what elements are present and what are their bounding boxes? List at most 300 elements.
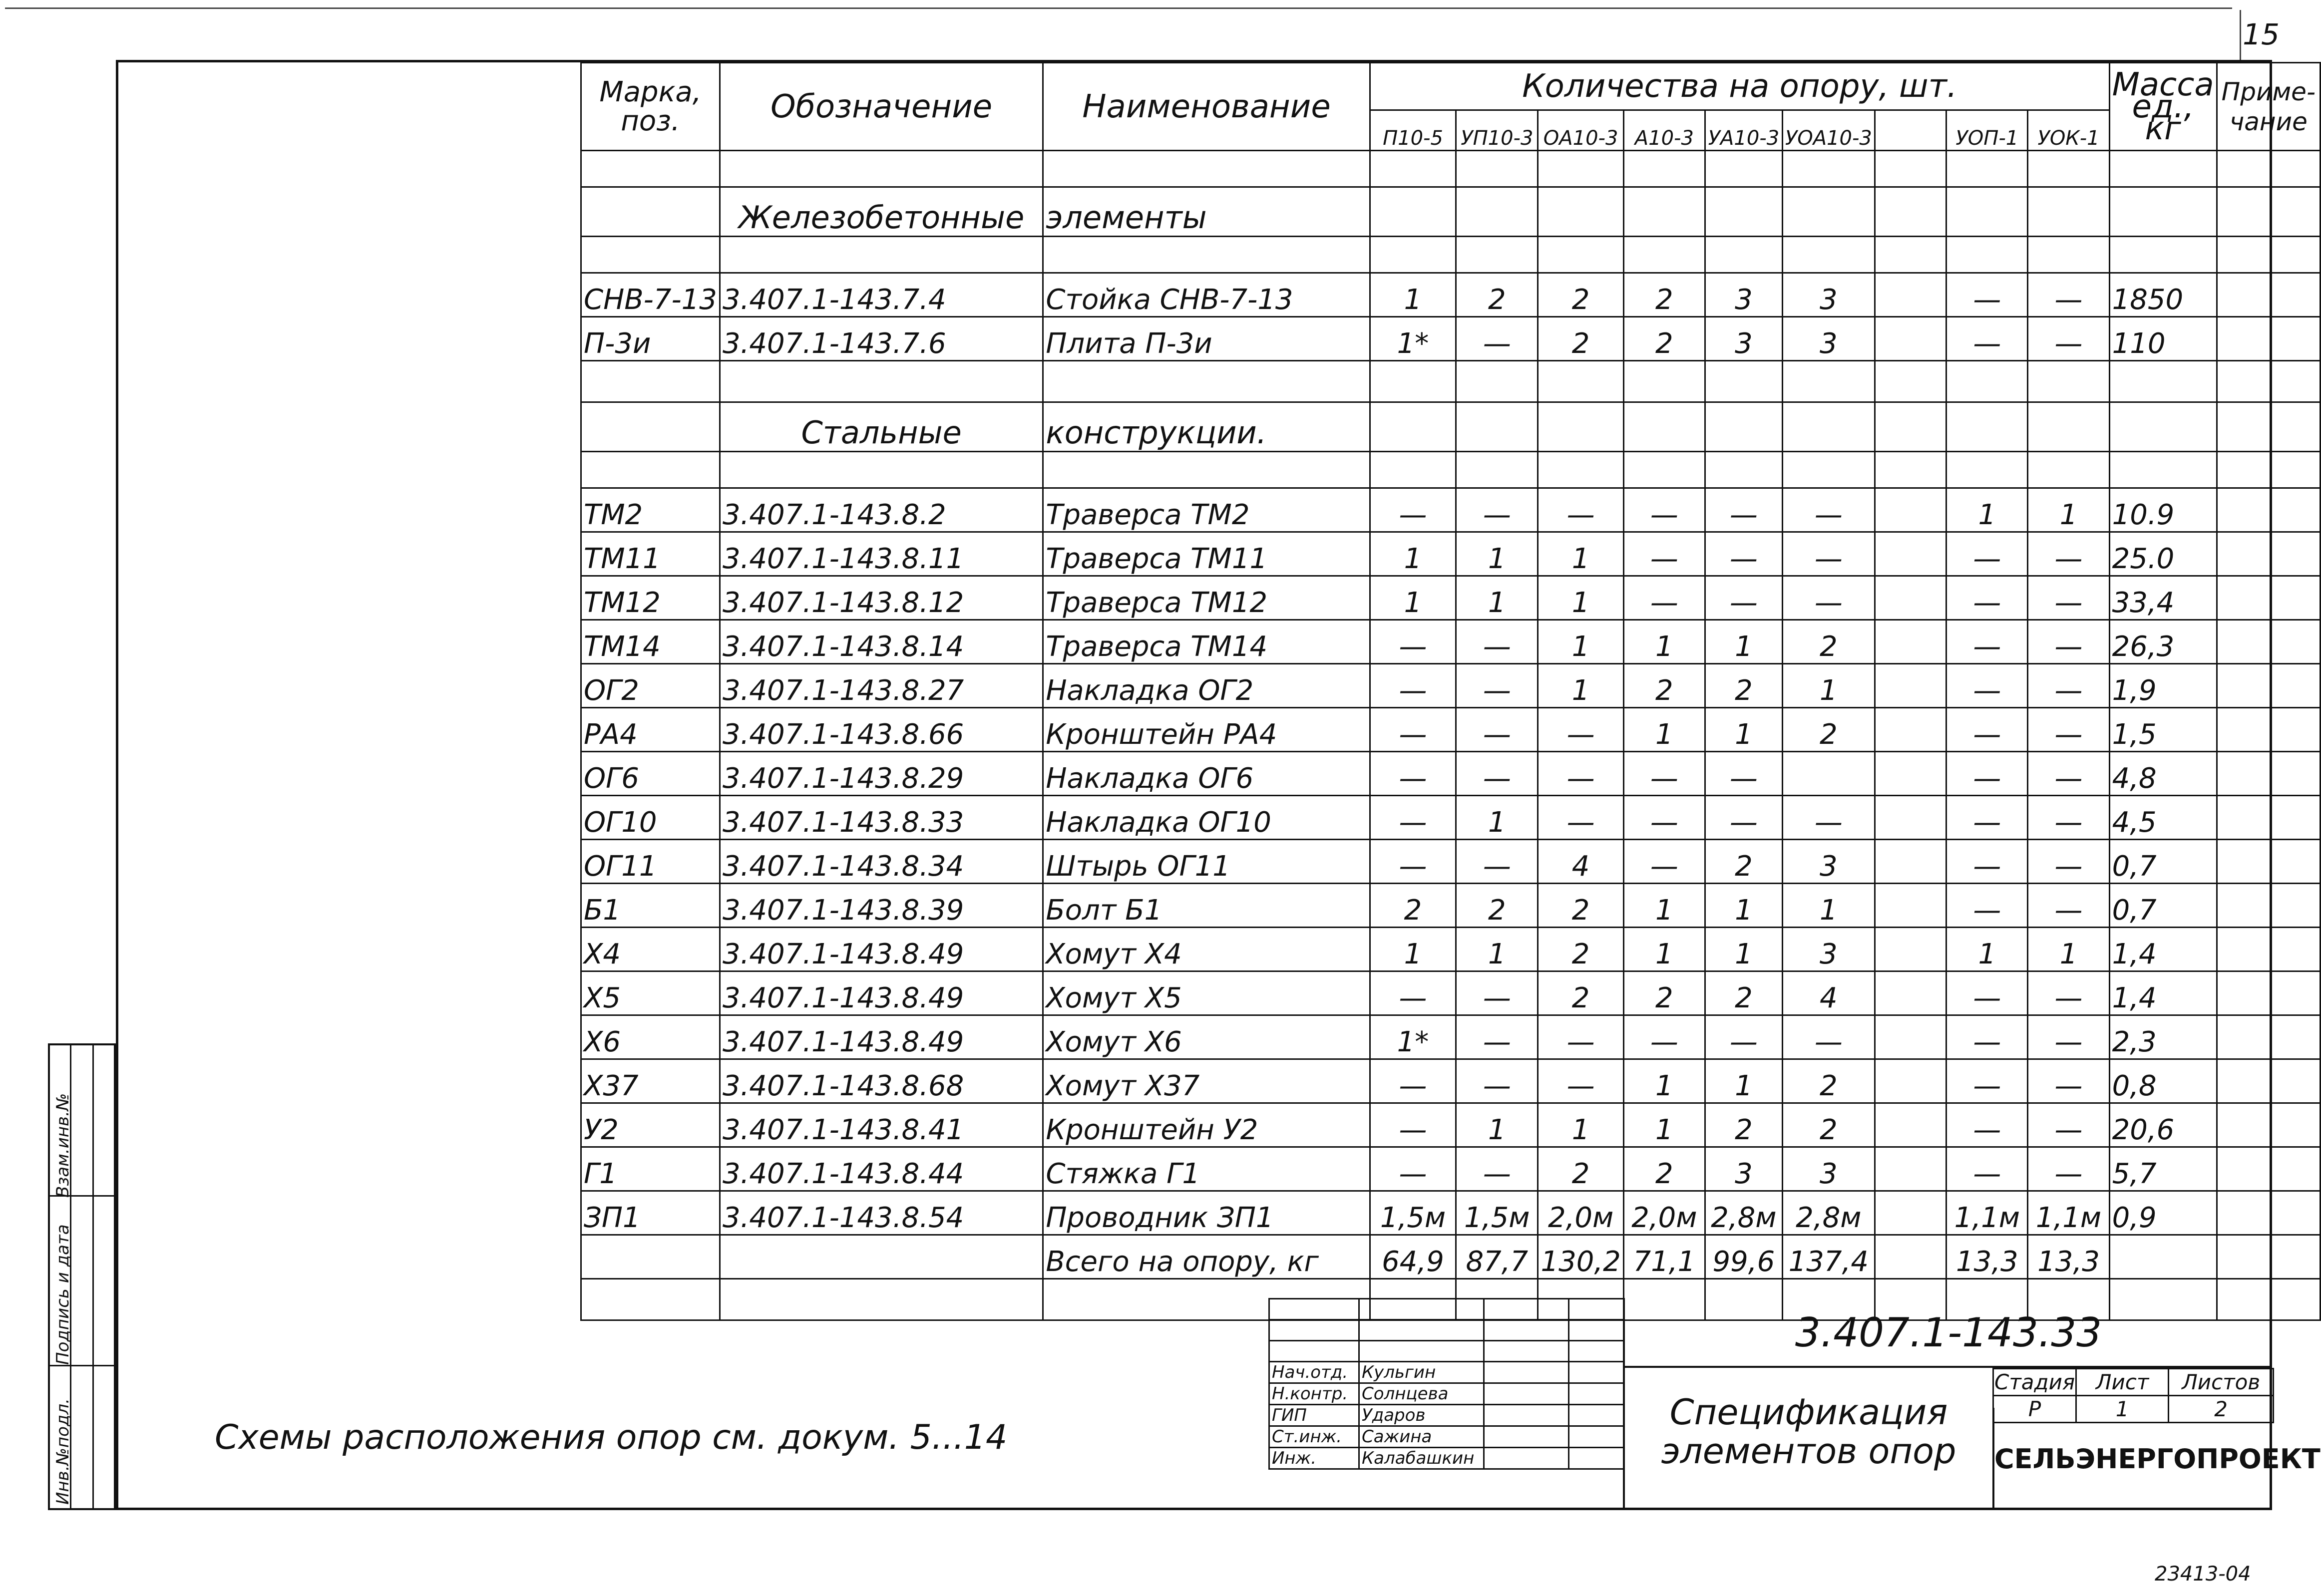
quantity-cell: — <box>1370 971 1456 1015</box>
sheet-value: 1 <box>2076 1396 2169 1423</box>
empty-cell <box>1269 1341 1359 1362</box>
support-type <box>1875 110 1946 151</box>
specification-body <box>581 63 2321 1320</box>
section-title: конструкции. <box>1043 402 1370 452</box>
empty-cell <box>581 151 720 187</box>
quantity-cell: — <box>1946 1103 2028 1147</box>
empty-cell <box>720 237 1043 273</box>
designation-cell: 3.407.1-143.8.66 <box>720 708 1043 752</box>
quantity-cell: 1 <box>1370 576 1456 620</box>
table-row <box>581 1059 2321 1103</box>
empty-cell <box>2109 1235 2217 1279</box>
archive-number: 23413-04 <box>2155 1563 2251 1586</box>
empty-cell <box>1538 187 1623 237</box>
quantity-cell <box>1875 273 1946 317</box>
empty-cell <box>1782 187 1875 237</box>
quantity-cell: — <box>1538 752 1623 796</box>
quantity-cell: 2 <box>1782 620 1875 664</box>
table-row <box>581 971 2321 1015</box>
quantity-cell: — <box>2028 840 2109 884</box>
quantity-cell <box>1875 488 1946 532</box>
quantity-cell: — <box>1456 971 1538 1015</box>
note-cell <box>2217 796 2320 840</box>
note-cell <box>2217 620 2320 664</box>
person-cell: Солнцева <box>1359 1383 1484 1405</box>
table-row <box>581 752 2321 796</box>
signature-row <box>1269 1448 1624 1469</box>
empty-cell <box>1359 1320 1484 1341</box>
empty-cell <box>2217 361 2320 402</box>
designation-cell: 3.407.1-143.8.39 <box>720 884 1043 928</box>
quantity-cell <box>1875 317 1946 361</box>
quantity-cell: 1 <box>1370 273 1456 317</box>
quantity-cell: 2,0м <box>1623 1191 1705 1235</box>
header-qty-group: Количества на опору, шт. <box>1370 63 2109 110</box>
quantity-cell: 2 <box>1370 884 1456 928</box>
quantity-cell: 4 <box>1782 971 1875 1015</box>
quantity-cell: 1 <box>1623 620 1705 664</box>
quantity-cell: 2 <box>1456 273 1538 317</box>
quantity-cell: — <box>1782 488 1875 532</box>
empty-cell <box>1456 151 1538 187</box>
quantity-cell: 2 <box>1705 1103 1782 1147</box>
sheets-value: 2 <box>2169 1396 2274 1423</box>
mark-cell: ОГ2 <box>581 664 720 708</box>
mass-cell: 0,9 <box>2109 1191 2217 1235</box>
empty-cell <box>2217 151 2320 187</box>
empty-cell <box>1875 402 1946 452</box>
section-title: Стальные <box>720 402 1043 452</box>
quantity-cell: — <box>1705 1015 1782 1059</box>
quantity-cell: 2 <box>1705 971 1782 1015</box>
note-cell <box>2217 928 2320 971</box>
quantity-cell <box>1875 532 1946 576</box>
quantity-cell: — <box>1456 1015 1538 1059</box>
empty-cell <box>1946 402 2028 452</box>
note-cell <box>2217 576 2320 620</box>
empty-cell <box>1705 237 1782 273</box>
quantity-cell: — <box>1946 317 2028 361</box>
empty-cell <box>1538 361 1623 402</box>
empty-cell <box>1484 1320 1569 1341</box>
empty-cell <box>2109 151 2217 187</box>
quantity-cell: — <box>1946 1147 2028 1191</box>
empty-cell <box>1875 237 1946 273</box>
empty-cell <box>1269 1320 1359 1341</box>
empty-cell <box>2028 187 2109 237</box>
empty-cell <box>2109 402 2217 452</box>
sheets-label: Листов <box>2169 1369 2274 1396</box>
mark-cell: РА4 <box>581 708 720 752</box>
quantity-cell: 2 <box>1782 708 1875 752</box>
note-cell <box>2217 708 2320 752</box>
quantity-cell: — <box>1370 1059 1456 1103</box>
empty-cell <box>1043 361 1370 402</box>
empty-cell <box>1456 452 1538 488</box>
title-line-1: Спецификация <box>1669 1392 1948 1433</box>
section-title: Железобетонные <box>720 187 1043 237</box>
quantity-cell: — <box>1370 1103 1456 1147</box>
empty-cell <box>581 452 720 488</box>
quantity-cell: — <box>1538 1059 1623 1103</box>
date-cell <box>1569 1362 1624 1383</box>
left-stamp-strip <box>48 1043 116 1510</box>
quantity-cell: 1 <box>1623 1103 1705 1147</box>
empty-cell <box>1782 452 1875 488</box>
quantity-cell: — <box>2028 576 2109 620</box>
quantity-cell: — <box>1623 532 1705 576</box>
empty-cell <box>581 237 720 273</box>
quantity-cell: — <box>1538 488 1623 532</box>
quantity-cell: — <box>1946 664 2028 708</box>
quantity-cell: — <box>1370 620 1456 664</box>
quantity-cell: 3 <box>1705 273 1782 317</box>
support-type: ОА10-3 <box>1538 110 1623 151</box>
stamp-blank-row <box>1269 1341 1624 1362</box>
empty-cell <box>2217 402 2320 452</box>
quantity-cell: — <box>1456 317 1538 361</box>
mark-cell: ТМ11 <box>581 532 720 576</box>
quantity-cell: — <box>1623 752 1705 796</box>
quantity-cell: 2 <box>1623 664 1705 708</box>
vzam-inv-label: Взам.инв.№ <box>53 1093 73 1198</box>
header-mark: Марка, поз. <box>581 63 720 151</box>
note-cell <box>2217 664 2320 708</box>
empty-cell <box>1946 237 2028 273</box>
table-row <box>581 576 2321 620</box>
quantity-cell: — <box>1538 708 1623 752</box>
header-row <box>581 63 2321 110</box>
role-cell: ГИП <box>1269 1405 1359 1426</box>
name-cell: Стяжка Г1 <box>1043 1147 1370 1191</box>
signature-row <box>1269 1405 1624 1426</box>
designation-cell: 3.407.1-143.8.29 <box>720 752 1043 796</box>
name-cell: Штырь ОГ11 <box>1043 840 1370 884</box>
quantity-cell: — <box>1456 1147 1538 1191</box>
support-type: УОА10-3 <box>1782 110 1875 151</box>
empty-cell <box>1359 1341 1484 1362</box>
quantity-cell: — <box>1623 796 1705 840</box>
person-cell: Сажина <box>1359 1426 1484 1448</box>
quantity-cell: — <box>1370 840 1456 884</box>
quantity-cell <box>1875 752 1946 796</box>
designation-cell: 3.407.1-143.8.27 <box>720 664 1043 708</box>
quantity-cell: 3 <box>1705 317 1782 361</box>
quantity-cell: 2 <box>1705 664 1782 708</box>
designation-cell: 3.407.1-143.8.49 <box>720 971 1043 1015</box>
mass-cell: 25.0 <box>2109 532 2217 576</box>
quantity-cell: 3 <box>1782 317 1875 361</box>
note-cell <box>2217 1103 2320 1147</box>
total-cell: 87,7 <box>1456 1235 1538 1279</box>
quantity-cell: 2 <box>1623 317 1705 361</box>
note-cell <box>2217 971 2320 1015</box>
quantity-cell <box>1875 1103 1946 1147</box>
section-row <box>581 187 2321 237</box>
table-row <box>581 1015 2321 1059</box>
page-number: 15 <box>2243 17 2280 51</box>
empty-cell <box>1705 452 1782 488</box>
empty-cell <box>1569 1299 1624 1320</box>
table-row <box>581 708 2321 752</box>
empty-cell <box>720 151 1043 187</box>
quantity-cell: 1 <box>2028 488 2109 532</box>
designation-cell: 3.407.1-143.8.49 <box>720 928 1043 971</box>
quantity-cell: 2,0м <box>1538 1191 1623 1235</box>
note-cell <box>2217 1147 2320 1191</box>
name-cell: Накладка ОГ6 <box>1043 752 1370 796</box>
quantity-cell <box>1875 1059 1946 1103</box>
mass-cell: 4,5 <box>2109 796 2217 840</box>
empty-cell <box>1043 151 1370 187</box>
role-cell: Нач.отд. <box>1269 1362 1359 1383</box>
spacer-row <box>581 151 2321 187</box>
name-cell: Плита П-3и <box>1043 317 1370 361</box>
quantity-cell: — <box>1946 576 2028 620</box>
signature-body <box>1269 1299 1624 1469</box>
quantity-cell: — <box>1456 840 1538 884</box>
name-cell: Траверса ТМ12 <box>1043 576 1370 620</box>
support-type: УОК-1 <box>2028 110 2109 151</box>
quantity-cell: 3 <box>1782 1147 1875 1191</box>
quantity-cell: — <box>1538 796 1623 840</box>
quantity-cell: — <box>1456 488 1538 532</box>
quantity-cell: — <box>1946 620 2028 664</box>
quantity-cell <box>1875 796 1946 840</box>
quantity-cell: — <box>1782 576 1875 620</box>
signature-cell <box>1484 1405 1569 1426</box>
name-cell: Кронштейн РА4 <box>1043 708 1370 752</box>
designation-cell: 3.407.1-143.8.33 <box>720 796 1043 840</box>
designation-cell: 3.407.1-143.8.41 <box>720 1103 1043 1147</box>
quantity-cell: — <box>1370 796 1456 840</box>
mass-cell: 0,7 <box>2109 884 2217 928</box>
spacer-row <box>581 452 2321 488</box>
empty-cell <box>1370 452 1456 488</box>
mass-cell: 10.9 <box>2109 488 2217 532</box>
empty-cell <box>1875 361 1946 402</box>
quantity-cell: 2 <box>1538 884 1623 928</box>
mass-cell: 1,4 <box>2109 928 2217 971</box>
table-row <box>581 1103 2321 1147</box>
quantity-cell: — <box>1370 664 1456 708</box>
empty-cell <box>1456 402 1538 452</box>
total-row <box>581 1235 2321 1279</box>
quantity-cell: — <box>1370 488 1456 532</box>
empty-cell <box>581 1279 720 1320</box>
empty-cell <box>2217 452 2320 488</box>
quantity-cell: — <box>1623 576 1705 620</box>
quantity-cell <box>1782 752 1875 796</box>
note-cell <box>2217 317 2320 361</box>
note-cell <box>2217 840 2320 884</box>
empty-cell <box>1569 1341 1624 1362</box>
quantity-cell: 1 <box>1705 1059 1782 1103</box>
support-type: УОП-1 <box>1946 110 2028 151</box>
quantity-cell: 1 <box>1782 664 1875 708</box>
signature-cell <box>1484 1448 1569 1469</box>
empty-cell <box>1370 402 1456 452</box>
empty-cell <box>1782 361 1875 402</box>
quantity-cell: — <box>1705 576 1782 620</box>
mass-cell: 0,7 <box>2109 840 2217 884</box>
empty-cell <box>2028 237 2109 273</box>
section-title: элементы <box>1043 187 1370 237</box>
quantity-cell: — <box>2028 971 2109 1015</box>
quantity-cell <box>1875 971 1946 1015</box>
mark-cell: Г1 <box>581 1147 720 1191</box>
document-number: 3.407.1-143.33 <box>1623 1298 2272 1368</box>
quantity-cell: — <box>1623 1015 1705 1059</box>
quantity-cell <box>1875 884 1946 928</box>
quantity-cell: — <box>1456 664 1538 708</box>
person-cell: Калабашкин <box>1359 1448 1484 1469</box>
quantity-cell: 1* <box>1370 1015 1456 1059</box>
empty-cell <box>720 1279 1043 1320</box>
empty-cell <box>2028 361 2109 402</box>
role-cell: Н.контр. <box>1269 1383 1359 1405</box>
empty-cell <box>1484 1299 1569 1320</box>
quantity-cell: — <box>1456 620 1538 664</box>
mass-cell: 5,7 <box>2109 1147 2217 1191</box>
quantity-cell: — <box>2028 273 2109 317</box>
empty-cell <box>1456 187 1538 237</box>
empty-cell <box>1705 151 1782 187</box>
designation-cell: 3.407.1-143.8.68 <box>720 1059 1043 1103</box>
quantity-cell: — <box>1456 752 1538 796</box>
quantity-cell: — <box>2028 1103 2109 1147</box>
mark-cell: ОГ6 <box>581 752 720 796</box>
empty-cell <box>1043 452 1370 488</box>
table-row <box>581 840 2321 884</box>
quantity-cell: 1 <box>1456 928 1538 971</box>
note-cell <box>2217 273 2320 317</box>
empty-cell <box>1875 452 1946 488</box>
empty-cell <box>1359 1299 1484 1320</box>
empty-cell <box>1623 452 1705 488</box>
empty-cell <box>1623 402 1705 452</box>
signature-cell <box>1484 1426 1569 1448</box>
quantity-cell: 2,8м <box>1705 1191 1782 1235</box>
total-cell: 13,3 <box>2028 1235 2109 1279</box>
mark-cell: СНВ-7-13 <box>581 273 720 317</box>
schemes-note: Схемы расположения опор см. докум. 5...14 <box>215 1418 1008 1457</box>
quantity-cell: 1 <box>1538 1103 1623 1147</box>
table-row <box>581 532 2321 576</box>
quantity-cell: — <box>1946 796 2028 840</box>
empty-cell <box>1705 187 1782 237</box>
empty-cell <box>1484 1341 1569 1362</box>
empty-cell <box>2109 237 2217 273</box>
quantity-cell: 1 <box>1705 928 1782 971</box>
quantity-cell: 1 <box>2028 928 2109 971</box>
quantity-cell <box>1875 708 1946 752</box>
sheet-label: Лист <box>2076 1369 2169 1396</box>
table-row <box>581 1191 2321 1235</box>
table-row <box>581 664 2321 708</box>
quantity-cell: 1 <box>1538 620 1623 664</box>
name-cell: Траверса ТМ14 <box>1043 620 1370 664</box>
quantity-cell: — <box>2028 532 2109 576</box>
designation-cell: 3.407.1-143.8.54 <box>720 1191 1043 1235</box>
quantity-cell: 3 <box>1782 928 1875 971</box>
total-cell: 64,9 <box>1370 1235 1456 1279</box>
quantity-cell: 1 <box>1370 532 1456 576</box>
note-cell <box>2217 1059 2320 1103</box>
mark-cell: ТМ2 <box>581 488 720 532</box>
name-cell: Траверса ТМ11 <box>1043 532 1370 576</box>
quantity-cell: — <box>2028 708 2109 752</box>
stamp-blank-row <box>1269 1320 1624 1341</box>
mass-cell: 4,8 <box>2109 752 2217 796</box>
signature-cell <box>1484 1362 1569 1383</box>
mass-cell: 2,3 <box>2109 1015 2217 1059</box>
empty-cell <box>2109 452 2217 488</box>
empty-cell <box>581 402 720 452</box>
quantity-cell: 1,5м <box>1456 1191 1538 1235</box>
quantity-cell: 3 <box>1782 273 1875 317</box>
note-cell <box>2217 532 2320 576</box>
total-cell: 130,2 <box>1538 1235 1623 1279</box>
empty-cell <box>1538 452 1623 488</box>
empty-cell <box>2028 402 2109 452</box>
quantity-cell: 2 <box>1623 971 1705 1015</box>
mass-cell: 110 <box>2109 317 2217 361</box>
empty-cell <box>1705 361 1782 402</box>
note-cell <box>2217 1191 2320 1235</box>
empty-cell <box>581 1235 720 1279</box>
note-cell <box>2217 1015 2320 1059</box>
empty-cell <box>1569 1320 1624 1341</box>
empty-cell <box>1538 402 1623 452</box>
spacer-row <box>581 237 2321 273</box>
empty-cell <box>1782 151 1875 187</box>
empty-cell <box>581 361 720 402</box>
mark-cell: ТМ12 <box>581 576 720 620</box>
designation-cell: 3.407.1-143.8.49 <box>720 1015 1043 1059</box>
quantity-cell: 2 <box>1623 1147 1705 1191</box>
table-row <box>581 620 2321 664</box>
empty-cell <box>2217 187 2320 237</box>
quantity-cell: 2 <box>1623 273 1705 317</box>
total-cell: 13,3 <box>1946 1235 2028 1279</box>
empty-cell <box>1370 187 1456 237</box>
quantity-cell: 1 <box>1705 884 1782 928</box>
quantity-cell: 2 <box>1456 884 1538 928</box>
quantity-cell: 1 <box>1623 928 1705 971</box>
mark-cell: ЗП1 <box>581 1191 720 1235</box>
date-cell <box>1569 1405 1624 1426</box>
quantity-cell: — <box>2028 1015 2109 1059</box>
quantity-cell: — <box>1705 488 1782 532</box>
quantity-cell: — <box>1946 1059 2028 1103</box>
mass-cell: 20,6 <box>2109 1103 2217 1147</box>
empty-cell <box>1875 187 1946 237</box>
quantity-cell: — <box>1705 532 1782 576</box>
stamp-blank-row <box>1269 1299 1624 1320</box>
empty-cell <box>1875 151 1946 187</box>
quantity-cell: 2 <box>1538 928 1623 971</box>
mass-cell: 1,9 <box>2109 664 2217 708</box>
date-cell <box>1569 1383 1624 1405</box>
mark-cell: П-3и <box>581 317 720 361</box>
quantity-cell: — <box>1946 752 2028 796</box>
quantity-cell <box>1875 620 1946 664</box>
empty-cell <box>1456 237 1538 273</box>
empty-cell <box>2217 237 2320 273</box>
mass-cell: 1850 <box>2109 273 2217 317</box>
quantity-cell: — <box>1946 708 2028 752</box>
